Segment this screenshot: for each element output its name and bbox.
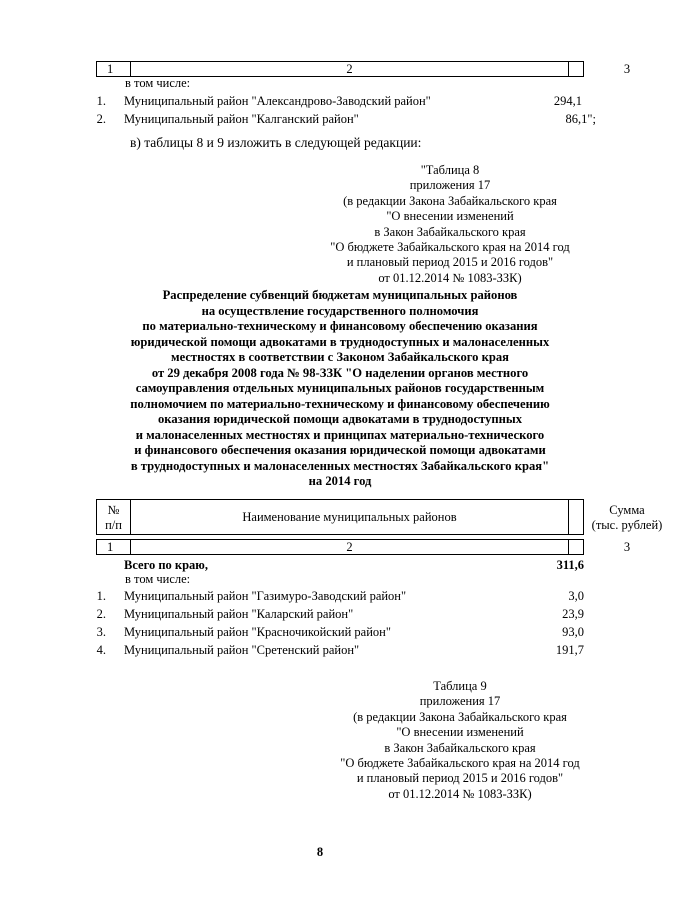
header-cell-sum — [568, 500, 685, 534]
list-item — [96, 641, 584, 659]
instruction-text: в) таблицы 8 и 9 изложить в следующей редакции: — [130, 135, 422, 150]
table8-header-line: приложения 17 — [409, 178, 491, 193]
main-table-number-row — [96, 539, 631, 555]
list-item — [96, 587, 584, 605]
list-item-value: 86,1"; — [565, 112, 596, 126]
title-line: от 29 декабря 2008 года № 98-ЗЗК "О наделении органов местного — [151, 365, 529, 380]
number-row-col1: 1 — [107, 540, 114, 554]
top-table-number-row — [96, 61, 631, 77]
list-item — [96, 605, 584, 623]
list-item-name: Муниципальный район "Сретенский район" — [124, 643, 360, 657]
list-item-value: 23,9 — [562, 607, 584, 621]
list-item-value: 294,1 — [553, 94, 582, 108]
table9-header-block — [330, 679, 590, 802]
list-item-name: Муниципальный район "Каларский район" — [124, 607, 354, 621]
number-row-col3: 3 — [568, 540, 685, 554]
list-item-value: 93,0 — [562, 625, 584, 639]
header-cell-name: Наименование муниципальных районов — [130, 500, 568, 534]
title-line: юридической помощи адвокатами в труднодоступных и малонаселенных — [130, 334, 550, 349]
list-item-value: 3,0 — [568, 589, 584, 603]
header-number-line1: № — [107, 503, 120, 517]
table8-header-line: "О внесении изменений — [386, 209, 514, 224]
table8-header-line: в Закон Забайкальского края — [374, 224, 526, 239]
table9-header-line: и плановый период 2015 и 2016 годов" — [356, 771, 564, 786]
list-item-number: 2. — [96, 112, 106, 126]
table8-header-line: и плановый период 2015 и 2016 годов" — [346, 255, 554, 270]
list-item-name: Муниципальный район "Александрово-Заводский район" — [124, 94, 431, 108]
list-item-name: Муниципальный район "Красночикойский район" — [124, 625, 391, 639]
title-line: и малонаселенных местностях и принципах материально-технического — [135, 427, 545, 442]
header-sum-line2: (тыс. рублей) — [591, 518, 663, 532]
list-item-number: 4. — [96, 643, 106, 657]
top-list-intro: в том числе: — [125, 76, 191, 90]
document-title — [90, 288, 590, 490]
table9-header-line: в Закон Забайкальского края — [384, 740, 536, 755]
top-table-col1: 1 — [107, 62, 114, 76]
page-number: 8 — [316, 845, 324, 859]
header-sum-line1: Сумма — [609, 503, 645, 517]
list-item-number: 1. — [96, 589, 106, 603]
table9-header-line: "О внесении изменений — [396, 725, 524, 740]
list-item-name: Муниципальный район "Газимуро-Заводский район" — [124, 589, 407, 603]
title-line: Распределение субвенций бюджетам муниципальных районов — [162, 288, 518, 302]
title-line: на 2014 год — [308, 474, 372, 488]
list-item — [96, 623, 584, 641]
title-line: местностях в соответствии с Законом Забайкальского края — [171, 350, 509, 364]
title-line: на осуществление государственного полномочия — [201, 303, 479, 318]
main-list — [96, 587, 584, 659]
main-list-intro: в том числе: — [125, 572, 191, 586]
table9-header-line: "О бюджете Забайкальского края на 2014 год — [340, 756, 580, 771]
number-row-col2: 2 — [130, 540, 568, 554]
table8-header-line: от 01.12.2014 № 1083-ЗЗК) — [378, 270, 522, 285]
title-line: полномочием по материально-техническому и финансовому обеспечению — [130, 396, 550, 411]
table9-header-line: приложения 17 — [419, 694, 501, 709]
list-item-number: 2. — [96, 607, 106, 621]
table9-header-line: (в редакции Закона Забайкальского края — [353, 709, 567, 724]
list-item-number: 3. — [96, 625, 106, 639]
list-item — [96, 110, 596, 128]
list-item-name: Муниципальный район "Калганский район" — [124, 112, 359, 126]
table8-header-line: "О бюджете Забайкальского края на 2014 год — [330, 240, 570, 255]
top-table-col2: 2 — [130, 62, 568, 76]
total-value: 311,6 — [556, 558, 584, 572]
total-label: Всего по краю, — [124, 558, 208, 572]
table9-header-line: Таблица 9 — [433, 679, 487, 693]
list-item-value: 191,7 — [555, 643, 584, 657]
list-item-number: 1. — [96, 94, 106, 108]
table9-header-line: от 01.12.2014 № 1083-ЗЗК) — [388, 786, 532, 801]
header-number-line2: п/п — [105, 518, 122, 532]
title-line: оказания юридической помощи адвокатами в труднодоступных — [157, 412, 523, 426]
table8-header-line: (в редакции Закона Забайкальского края — [343, 193, 557, 208]
title-line: по материально-техническому и финансовому обеспечению оказания — [142, 319, 538, 333]
title-line: и финансового обеспечения оказания юридической помощи адвокатами — [134, 443, 546, 457]
header-cell-number — [97, 500, 130, 534]
table8-header-line: "Таблица 8 — [420, 163, 480, 177]
title-line: самоуправления отдельных муниципальных районов государственным — [135, 381, 545, 395]
title-line: в труднодоступных и малонаселенных местностях Забайкальского края" — [130, 458, 550, 473]
top-list — [96, 92, 596, 128]
list-item — [96, 92, 596, 110]
top-table-col3: 3 — [568, 62, 685, 76]
table8-header-block — [320, 163, 580, 286]
main-table-header — [96, 499, 663, 535]
